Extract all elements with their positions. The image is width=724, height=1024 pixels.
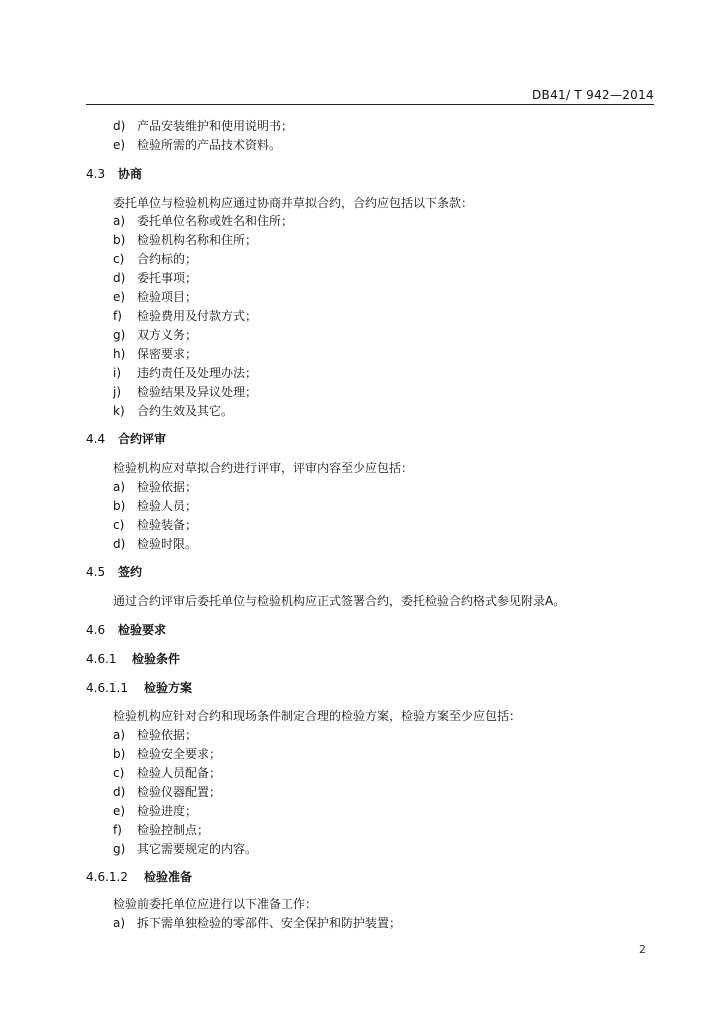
list-item: e) 检验所需的产品技术资料。 (113, 138, 282, 152)
list-item: f) 检验控制点； (113, 823, 210, 837)
list-item: d) 委托事项； (113, 271, 198, 285)
document-code: DB41/ T 942—2014 (532, 88, 654, 102)
subsection-heading: 4.6.1.2 检验准备 (86, 870, 193, 884)
list-item: a) 检验依据； (113, 728, 198, 742)
list-item: e) 检验项目； (113, 290, 198, 304)
list-item: b) 检验机构名称和住所； (113, 233, 258, 247)
list-item: c) 检验装备； (113, 518, 198, 532)
subsection-heading: 4.6.1.1 检验方案 (86, 681, 193, 695)
list-item: b) 检验人员； (113, 499, 198, 513)
section-intro: 检验机构应对草拟合约进行评审，评审内容至少应包括： (113, 461, 414, 475)
list-item: d) 检验时限。 (113, 537, 198, 551)
list-item: i) 违约责任及处理办法； (113, 366, 258, 380)
section-heading: 4.4 合约评审 (86, 432, 167, 446)
list-item: c) 合约标的； (113, 252, 198, 266)
list-item: a) 委托单位名称或姓名和住所； (113, 214, 294, 228)
section-intro: 委托单位与检验机构应通过协商并草拟合约，合约应包括以下条款： (113, 196, 474, 210)
subsection-heading: 4.6.1 检验条件 (86, 652, 181, 666)
header-rule (86, 104, 654, 105)
section-heading: 4.6 检验要求 (86, 623, 167, 637)
section-intro: 检验机构应针对合约和现场条件制定合理的检验方案，检验方案至少应包括： (113, 709, 522, 723)
list-item: a) 检验依据； (113, 480, 198, 494)
list-item: d) 产品安装维护和使用说明书； (113, 119, 294, 133)
list-item: j) 检验结果及异议处理； (113, 385, 258, 399)
list-item: e) 检验进度； (113, 804, 198, 818)
list-item: h) 保密要求； (113, 347, 198, 361)
list-item: k) 合约生效及其它。 (113, 404, 234, 418)
section-heading: 4.3 协商 (86, 167, 143, 181)
list-item: g) 其它需要规定的内容。 (113, 842, 258, 856)
page-number: 2 (639, 943, 646, 956)
list-item: d) 检验仪器配置； (113, 785, 222, 799)
list-item: f) 检验费用及付款方式； (113, 309, 258, 323)
list-item: b) 检验安全要求； (113, 747, 222, 761)
list-item: c) 检验人员配备； (113, 766, 222, 780)
list-item: a) 拆下需单独检验的零部件、安全保护和防护装置； (113, 916, 402, 930)
section-heading: 4.5 签约 (86, 565, 143, 579)
list-item: g) 双方义务； (113, 328, 198, 342)
section-body: 通过合约评审后委托单位与检验机构应正式签署合约，委托检验合约格式参见附录A。 (113, 594, 566, 608)
section-intro: 检验前委托单位应进行以下准备工作： (113, 897, 318, 911)
